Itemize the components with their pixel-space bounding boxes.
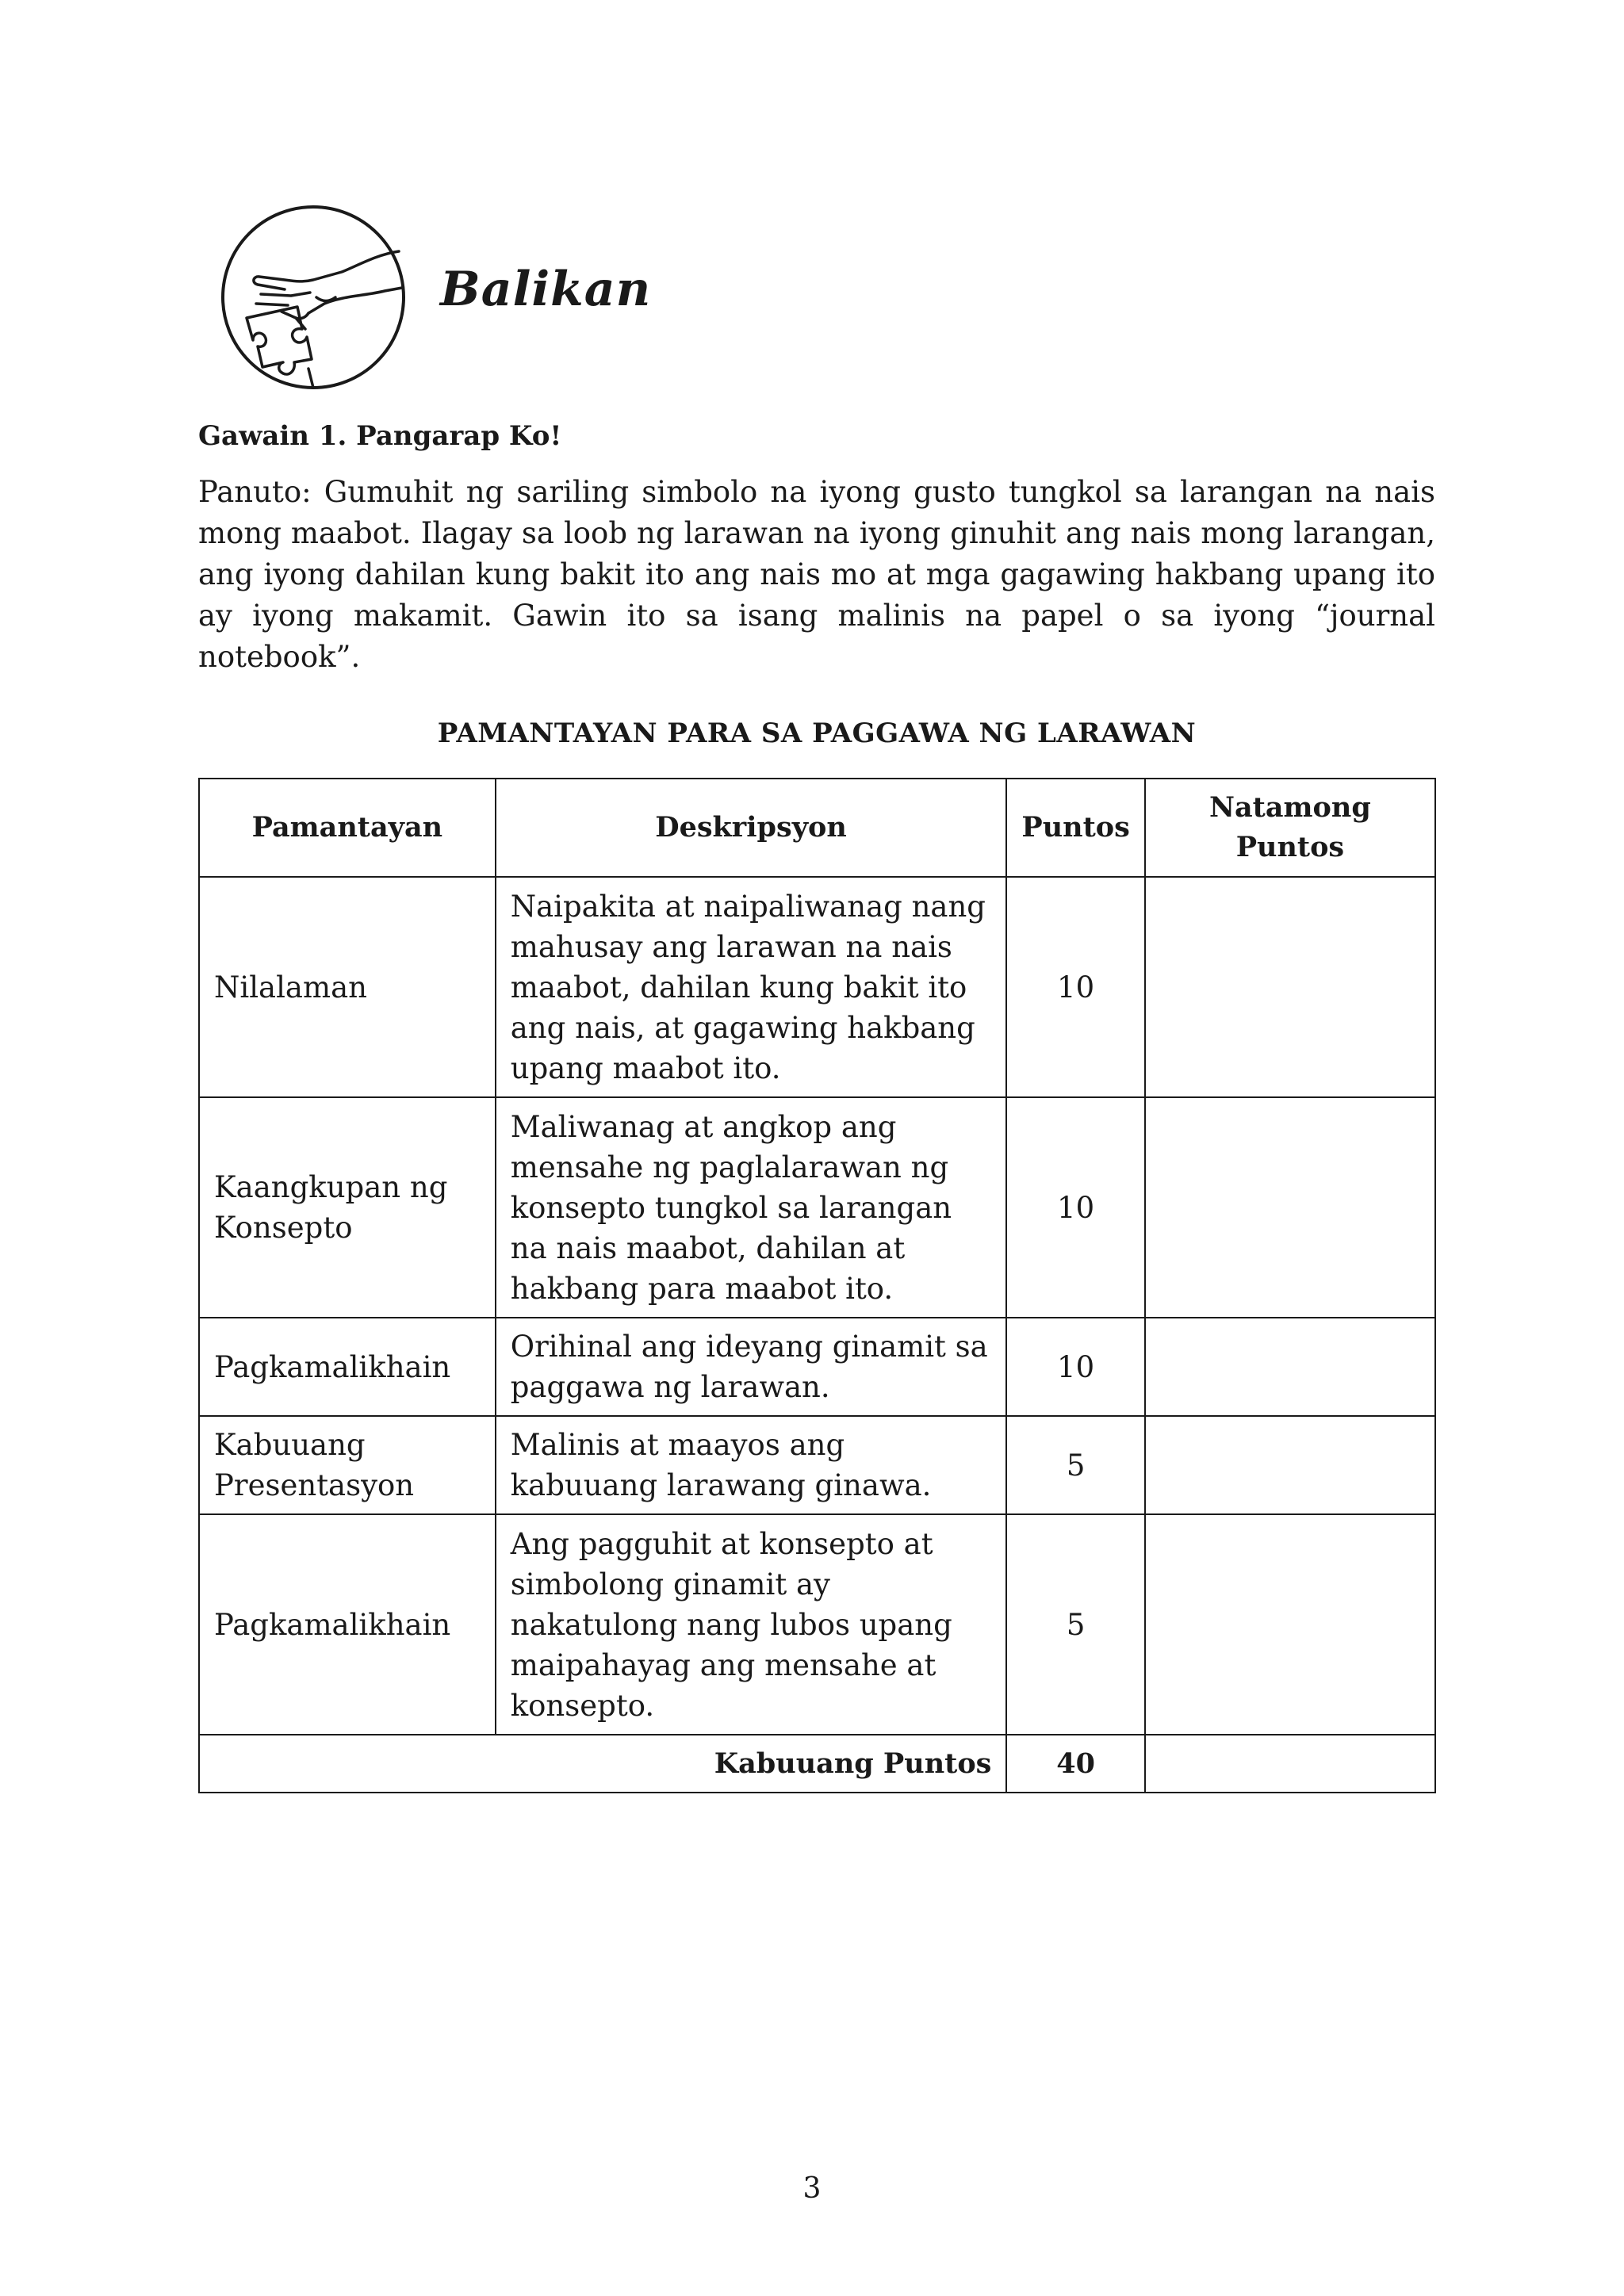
earned-points-cell[interactable] <box>1145 877 1435 1097</box>
total-row <box>199 1735 1435 1793</box>
rubric-title: PAMANTAYAN PARA SA PAGGAWA NG LARAWAN <box>437 718 1197 749</box>
hand-puzzle-piece-icon <box>218 202 408 392</box>
points-cell: 5 <box>1006 1514 1144 1735</box>
description-cell: Malinis at maayos ang kabuuang larawang ginawa. <box>496 1416 1007 1514</box>
description-cell: Orihinal ang ideyang ginamit sa paggawa ng larawan. <box>496 1318 1007 1416</box>
earned-points-cell[interactable] <box>1145 1416 1435 1514</box>
activity-title: Gawain 1. Pangarap Ko! <box>198 420 562 452</box>
section-title: Balikan <box>440 262 652 317</box>
criteria-cell: Nilalaman <box>199 877 496 1097</box>
total-label: Kabuuang Puntos <box>199 1735 1006 1793</box>
description-cell: Maliwanag at angkop ang mensahe ng paglalarawan ng konsepto tungkol sa larangan na nais maabot, dahilan at hakbang para maabot ito. <box>496 1097 1007 1318</box>
table-row <box>199 1514 1435 1735</box>
table-row <box>199 1416 1435 1514</box>
table-row <box>199 1318 1435 1416</box>
criteria-cell: Kaangkupan ng Konsepto <box>199 1097 496 1318</box>
total-earned-points[interactable] <box>1145 1735 1435 1793</box>
activity-instructions: Panuto: Gumuhit ng sariling simbolo na iyong gusto tungkol sa larangan na nais mong maabot. Ilagay sa loob ng larawan na iyong ginuhit ang nais mong larangan, ang iyong dahilan kung bakit ito ang nais mo at mga gagawing hakbang upang ito ay iyong makamit. Gawin ito sa isang malinis na papel o sa iyong “journal notebook”. <box>198 475 1435 674</box>
description-cell: Naipakita at naipaliwanag nang mahusay ang larawan na nais maabot, dahilan kung bakit ito ang nais, at gagawing hakbang upang maabot ito. <box>496 877 1007 1097</box>
header-earned-points: Natamong Puntos <box>1145 779 1435 877</box>
points-cell: 10 <box>1006 1097 1144 1318</box>
points-cell: 5 <box>1006 1416 1144 1514</box>
points-cell: 10 <box>1006 1318 1144 1416</box>
criteria-cell: Pagkamalikhain <box>199 1318 496 1416</box>
criteria-cell: Kabuuang Presentasyon <box>199 1416 496 1514</box>
description-cell: Ang pagguhit at konsepto at simbolong ginamit ay nakatulong nang lubos upang maipahayag ang mensahe at konsepto. <box>496 1514 1007 1735</box>
total-points: 40 <box>1006 1735 1144 1793</box>
earned-points-cell[interactable] <box>1145 1514 1435 1735</box>
header-description: Deskripsyon <box>496 779 1007 877</box>
rubric-header-row <box>199 779 1435 877</box>
page-number: 3 <box>802 2172 822 2205</box>
earned-points-cell[interactable] <box>1145 1318 1435 1416</box>
header-criteria: Pamantayan <box>199 779 496 877</box>
table-row <box>199 1097 1435 1318</box>
rubric-table <box>198 778 1436 1793</box>
earned-points-cell[interactable] <box>1145 1097 1435 1318</box>
criteria-cell: Pagkamalikhain <box>199 1514 496 1735</box>
points-cell: 10 <box>1006 877 1144 1097</box>
table-row <box>199 877 1435 1097</box>
header-points: Puntos <box>1006 779 1144 877</box>
